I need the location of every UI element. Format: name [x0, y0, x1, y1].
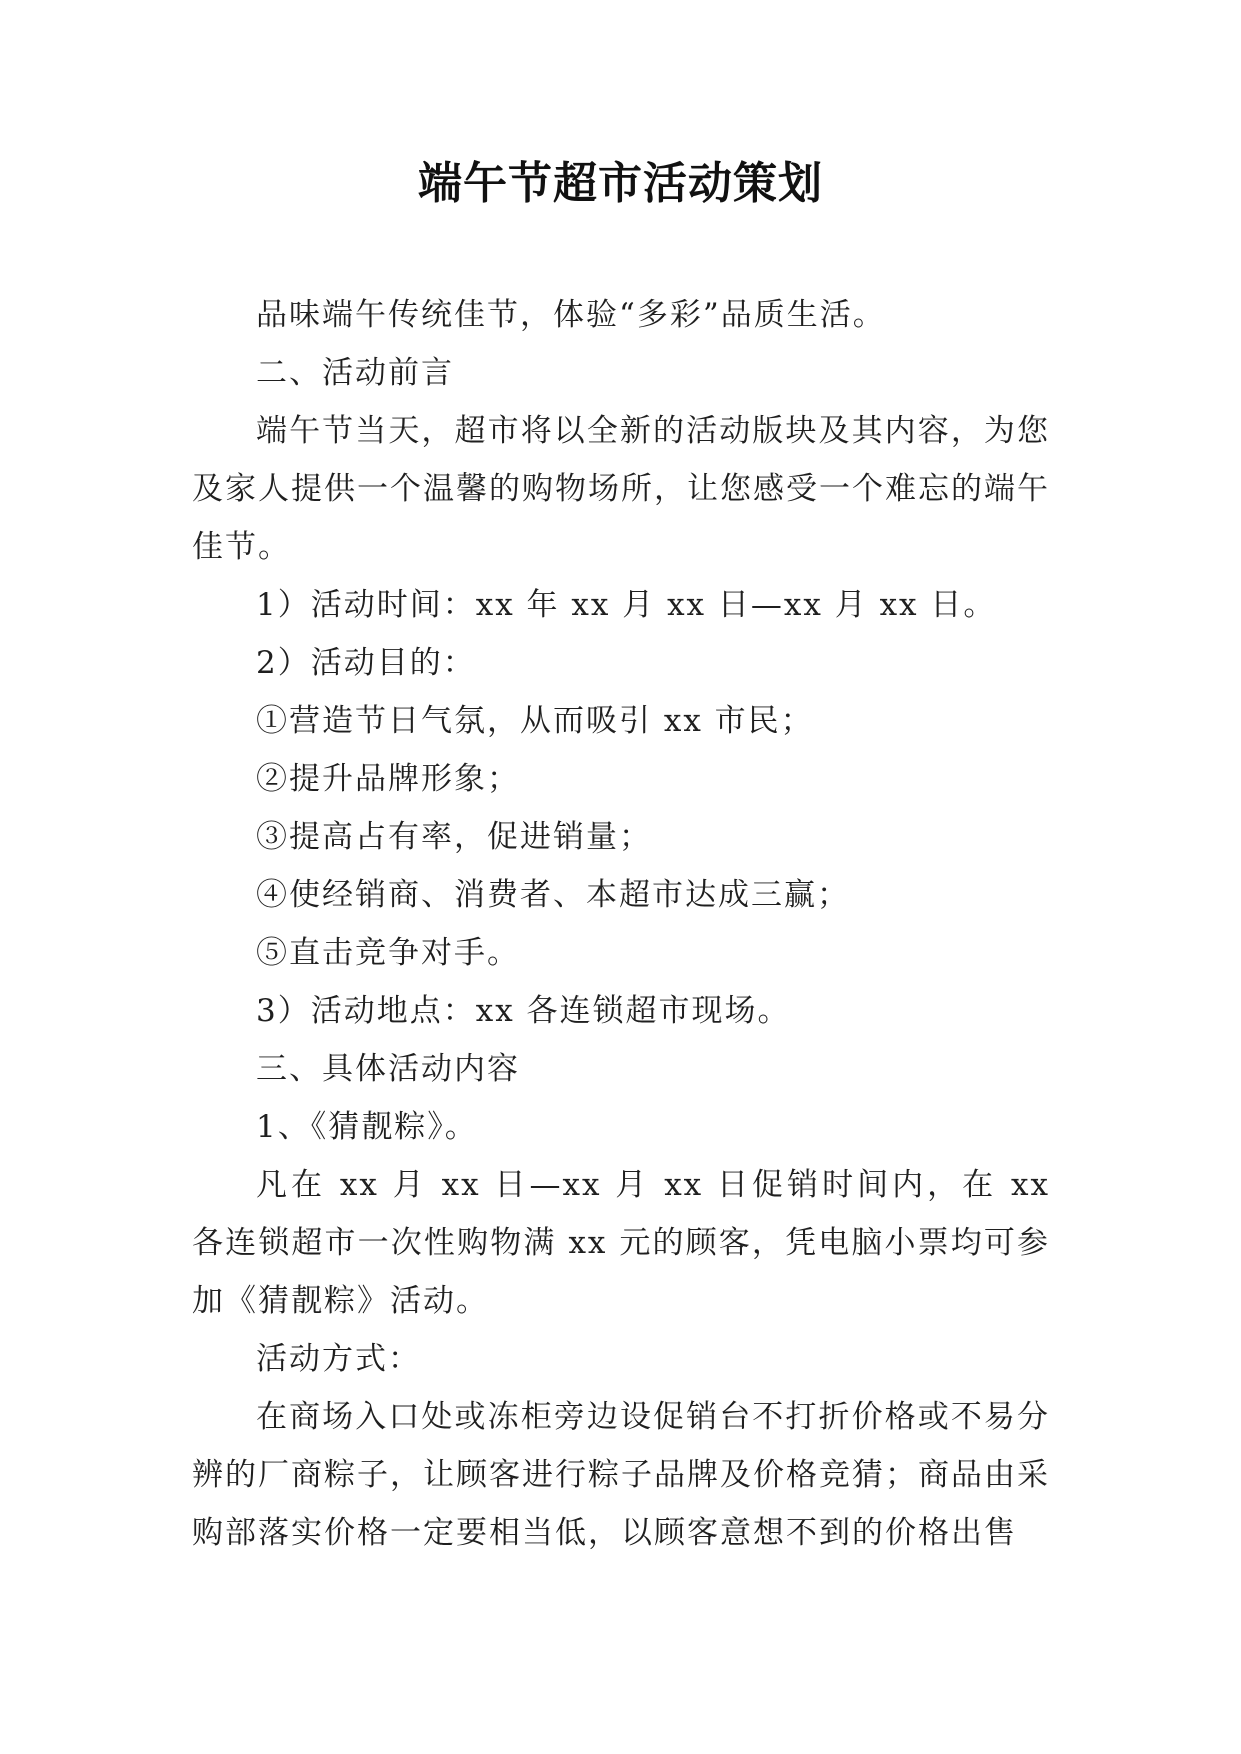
paragraph-guess-zongzi: 凡在 xx 月 xx 日—xx 月 xx 日促销时间内，在 xx 各连锁超市一次性购物满 xx 元的顾客，凭电脑小票均可参加《猜靓粽》活动。 [192, 1167, 1050, 1319]
list-item-purpose-3: ③提高占有率，促进销量； [256, 819, 652, 855]
document-body [192, 286, 1050, 1562]
paragraph-slogan: 品味端午传统佳节，体验“多彩”品质生活。 [256, 297, 886, 333]
subheading-guess-zongzi: 1、《猜靓粽》。 [256, 1109, 478, 1145]
section-heading-preface: 二、活动前言 [256, 355, 454, 391]
document-title: 端午节超市活动策划 [418, 158, 823, 209]
paragraph-activity-location: 3）活动地点：xx 各连锁超市现场。 [256, 993, 791, 1029]
list-item-purpose-1: ①营造节日气氛，从而吸引 xx 市民； [256, 703, 814, 739]
section-heading-content: 三、具体活动内容 [256, 1051, 520, 1087]
paragraph-preface: 端午节当天，超市将以全新的活动版块及其内容，为您及家人提供一个温馨的购物场所，让您感受一个难忘的端午佳节。 [192, 413, 1050, 565]
paragraph-activity-purpose: 2）活动目的： [256, 645, 476, 681]
list-item-purpose-5: ⑤直击竞争对手。 [256, 935, 520, 971]
list-item-purpose-2: ②提升品牌形象； [256, 761, 520, 797]
subheading-activity-method: 活动方式： [256, 1341, 421, 1377]
paragraph-activity-time: 1）活动时间：xx 年 xx 月 xx 日—xx 月 xx 日。 [256, 587, 997, 623]
paragraph-activity-method: 在商场入口处或冻柜旁边设促销台不打折价格或不易分辨的厂商粽子，让顾客进行粽子品牌及价格竞猜；商品由采购部落实价格一定要相当低，以顾客意想不到的价格出售 [192, 1399, 1050, 1551]
list-item-purpose-4: ④使经销商、消费者、本超市达成三赢； [256, 877, 850, 913]
